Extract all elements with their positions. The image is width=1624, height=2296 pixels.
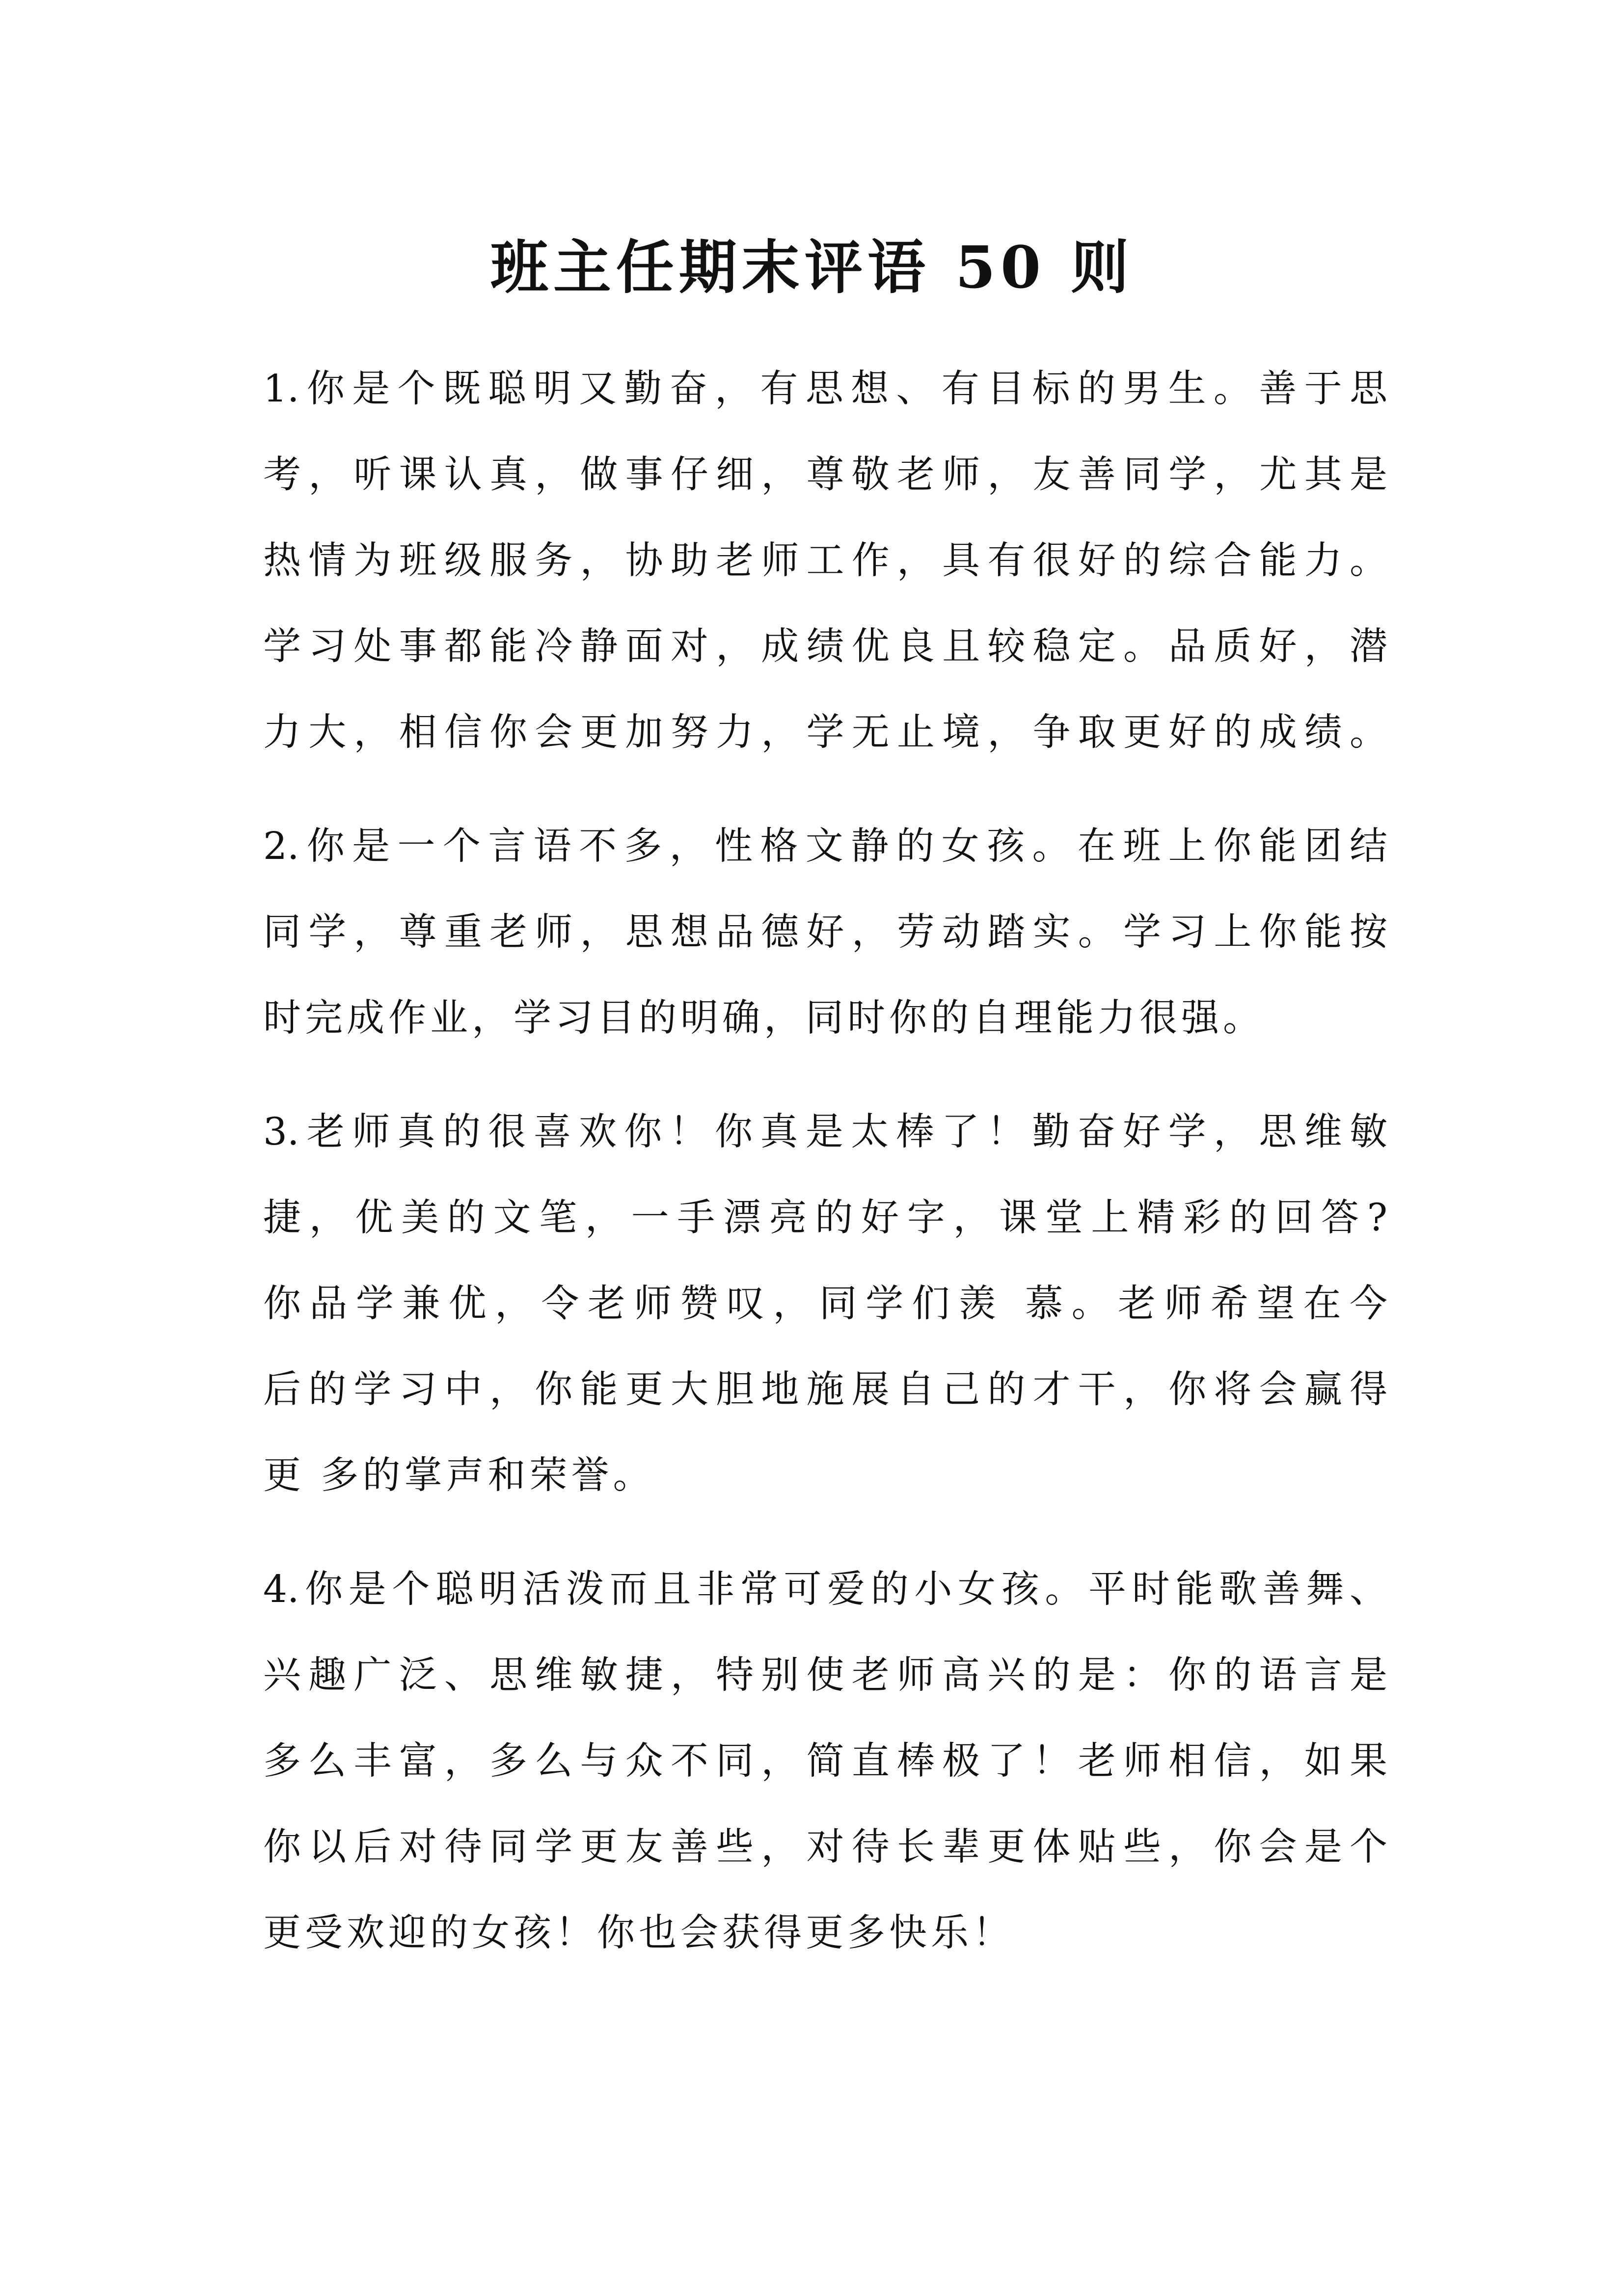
comment-1-line-4: 学习处事都能冷静面对，成绩优良且较稳定。品质好，潜 (263, 625, 1387, 668)
comment-2-line-3: 时完成作业，学习目的明确，同时你的自理能力很强。 (263, 996, 1265, 1040)
comment-1-line-5: 力大，相信你会更加努力，学无止境，争取更好的成绩。 (263, 711, 1387, 754)
comment-4-line-5: 更受欢迎的女孩！你也会获得更多快乐！ (263, 1911, 1014, 1955)
comment-3-line-1: 3.老师真的很喜欢你！你真是太棒了！勤奋好学，思维敏 (263, 1110, 1387, 1154)
comment-4-line-1: 4.你是个聪明活泼而且非常可爱的小女孩。平时能歌善舞、 (263, 1568, 1387, 1611)
comment-4-line-2: 兴趣广泛、思维敏捷，特别使老师高兴的是：你的语言是 (263, 1654, 1387, 1697)
comment-4-line-3: 多么丰富，多么与众不同，简直棒极了！老师相信，如果 (263, 1739, 1387, 1783)
comment-1-line-2: 考，听课认真，做事仔细，尊敬老师，友善同学，尤其是 (263, 453, 1387, 497)
comment-1-line-3: 热情为班级服务，协助老师工作，具有很好的综合能力。 (263, 539, 1387, 583)
comment-3-line-4: 后的学习中，你能更大胆地施展自己的才干，你将会赢得 (263, 1368, 1387, 1412)
comment-4-line-4: 你以后对待同学更友善些，对待长辈更体贴些，你会是个 (263, 1825, 1387, 1869)
comment-1-line-1: 1.你是个既聪明又勤奋，有思想、有目标的男生。善于思 (263, 367, 1387, 411)
comment-3-line-5: 更 多的掌声和荣誉。 (263, 1454, 655, 1497)
comment-3-line-2: 捷，优美的文笔，一手漂亮的好字，课堂上精彩的回答? (263, 1196, 1387, 1240)
comment-2-line-2: 同学，尊重老师，思想品德好，劳动踏实。学习上你能按 (263, 910, 1387, 954)
comment-2-line-1: 2.你是一个言语不多，性格文静的女孩。在班上你能团结 (263, 825, 1387, 868)
comment-3-line-3: 你品学兼优，令老师赞叹，同学们羡 慕。老师希望在今 (263, 1282, 1387, 1326)
document-title: 班主任期末评语 50 则 (490, 233, 1134, 301)
